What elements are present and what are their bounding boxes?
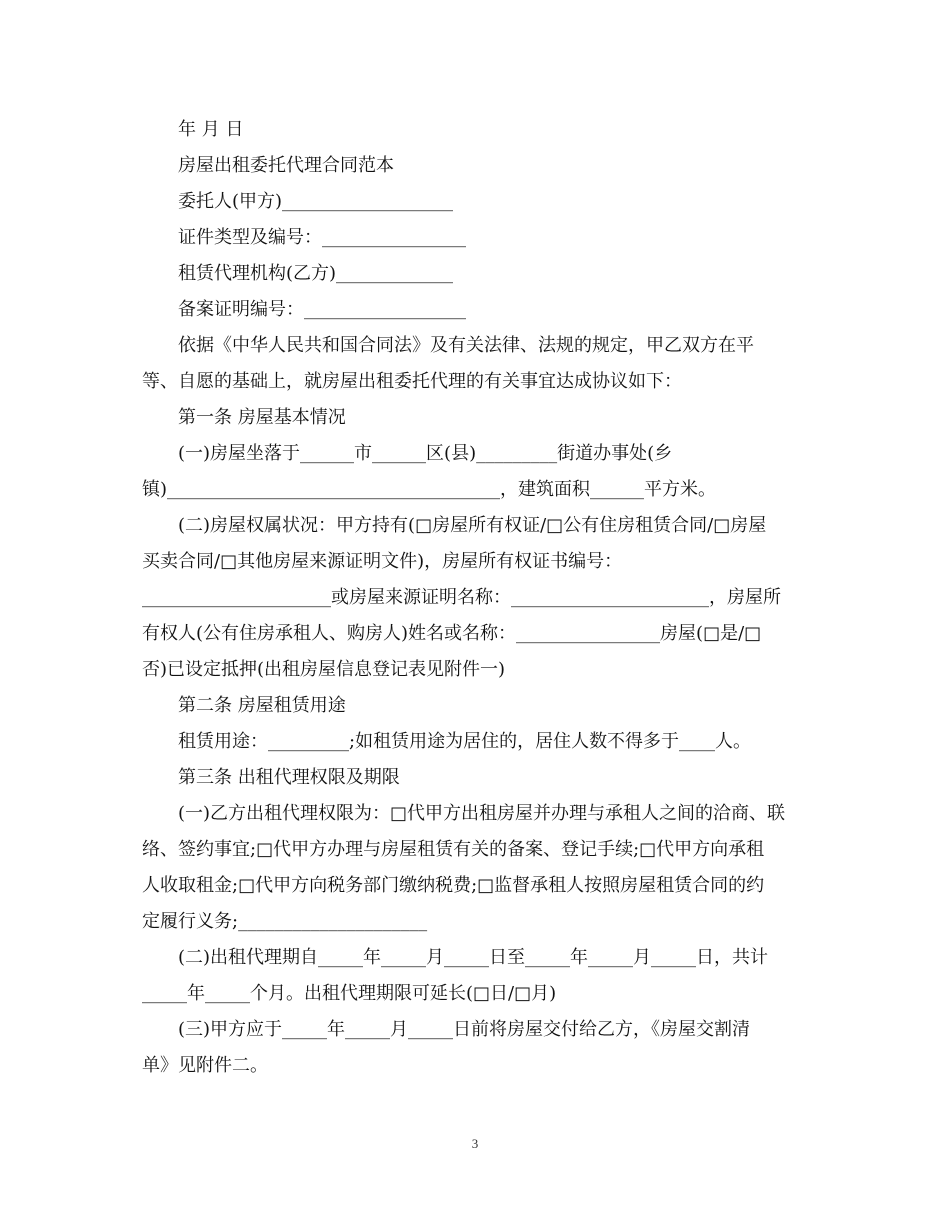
preamble-line-1: 依据《中华人民共和国合同法》及有关法律、法规的规定，甲乙双方在平 xyxy=(178,335,754,356)
article-1-clause-1-line-1: (一)房屋坐落于______市______区(县)_________街道办事处(乡 xyxy=(178,443,673,464)
filing-number-line: 备案证明编号：__________________ xyxy=(178,299,466,320)
article-3-clause-1-line-4: 定履行义务;_____________________ xyxy=(142,911,428,932)
article-1-clause-2-line-2: 买卖合同/□其他房屋来源证明文件)，房屋所有权证书编号： xyxy=(142,551,623,572)
article-3-heading: 第三条 出租代理权限及期限 xyxy=(178,767,400,788)
article-3-clause-1-line-1: (一)乙方出租代理权限为：□代甲方出租房屋并办理与承租人之间的洽商、联 xyxy=(178,803,786,824)
article-2-heading: 第二条 房屋租赁用途 xyxy=(178,695,346,716)
article-3-clause-2-line-2: _____年_____个月。出租代理期限可延长(□日/□月) xyxy=(142,983,557,1004)
agency-party-line: 租赁代理机构(乙方)_____________ xyxy=(178,263,454,284)
article-1-clause-2-line-3: _____________________或房屋来源证明名称：______________________，房屋所 xyxy=(142,587,781,608)
article-3-clause-1-line-2: 络、签约事宜;□代甲方办理与房屋租赁有关的备案、登记手续;□代甲方向承租 xyxy=(142,839,765,860)
contract-body xyxy=(142,112,814,1084)
page-number: 3 xyxy=(471,1136,479,1151)
article-3-clause-2-line-1: (二)出租代理期自_____年_____月_____日至_____年_____月_____日，共计 xyxy=(178,947,769,968)
article-1-heading: 第一条 房屋基本情况 xyxy=(178,407,346,428)
document-title: 房屋出租委托代理合同范本 xyxy=(178,155,394,176)
article-3-clause-1-line-3: 人收取租金;□代甲方向税务部门缴纳税费;□监督承租人按照房屋租赁合同的约 xyxy=(142,875,765,896)
article-1-clause-1-line-2: 镇)_____________________________________，建筑面积______平方米。 xyxy=(142,479,717,500)
date-line: 年 月 日 xyxy=(178,119,244,140)
article-1-clause-2-line-4: 有权人(公有住房承租人、购房人)姓名或名称：________________房屋(□是/□ xyxy=(142,623,762,644)
article-3-clause-3-line-1: (三)甲方应于_____年_____月_____日前将房屋交付给乙方，《房屋交割清 xyxy=(178,1019,751,1040)
article-3-clause-3-line-2: 单》见附件二。 xyxy=(142,1055,268,1076)
preamble-line-2: 等、自愿的基础上，就房屋出租委托代理的有关事宜达成协议如下： xyxy=(142,371,682,392)
article-1-clause-2-line-5: 否)已设定抵押(出租房屋信息登记表见附件一) xyxy=(142,659,506,680)
id-type-number-line: 证件类型及编号：________________ xyxy=(178,227,466,248)
article-1-clause-2-line-1: (二)房屋权属状况：甲方持有(□房屋所有权证/□公有住房租赁合同/□房屋 xyxy=(178,515,767,536)
article-2-usage-line: 租赁用途：_________;如租赁用途为居住的，居住人数不得多于____人。 xyxy=(178,731,752,752)
principal-party-line: 委托人(甲方)___________________ xyxy=(178,191,454,212)
